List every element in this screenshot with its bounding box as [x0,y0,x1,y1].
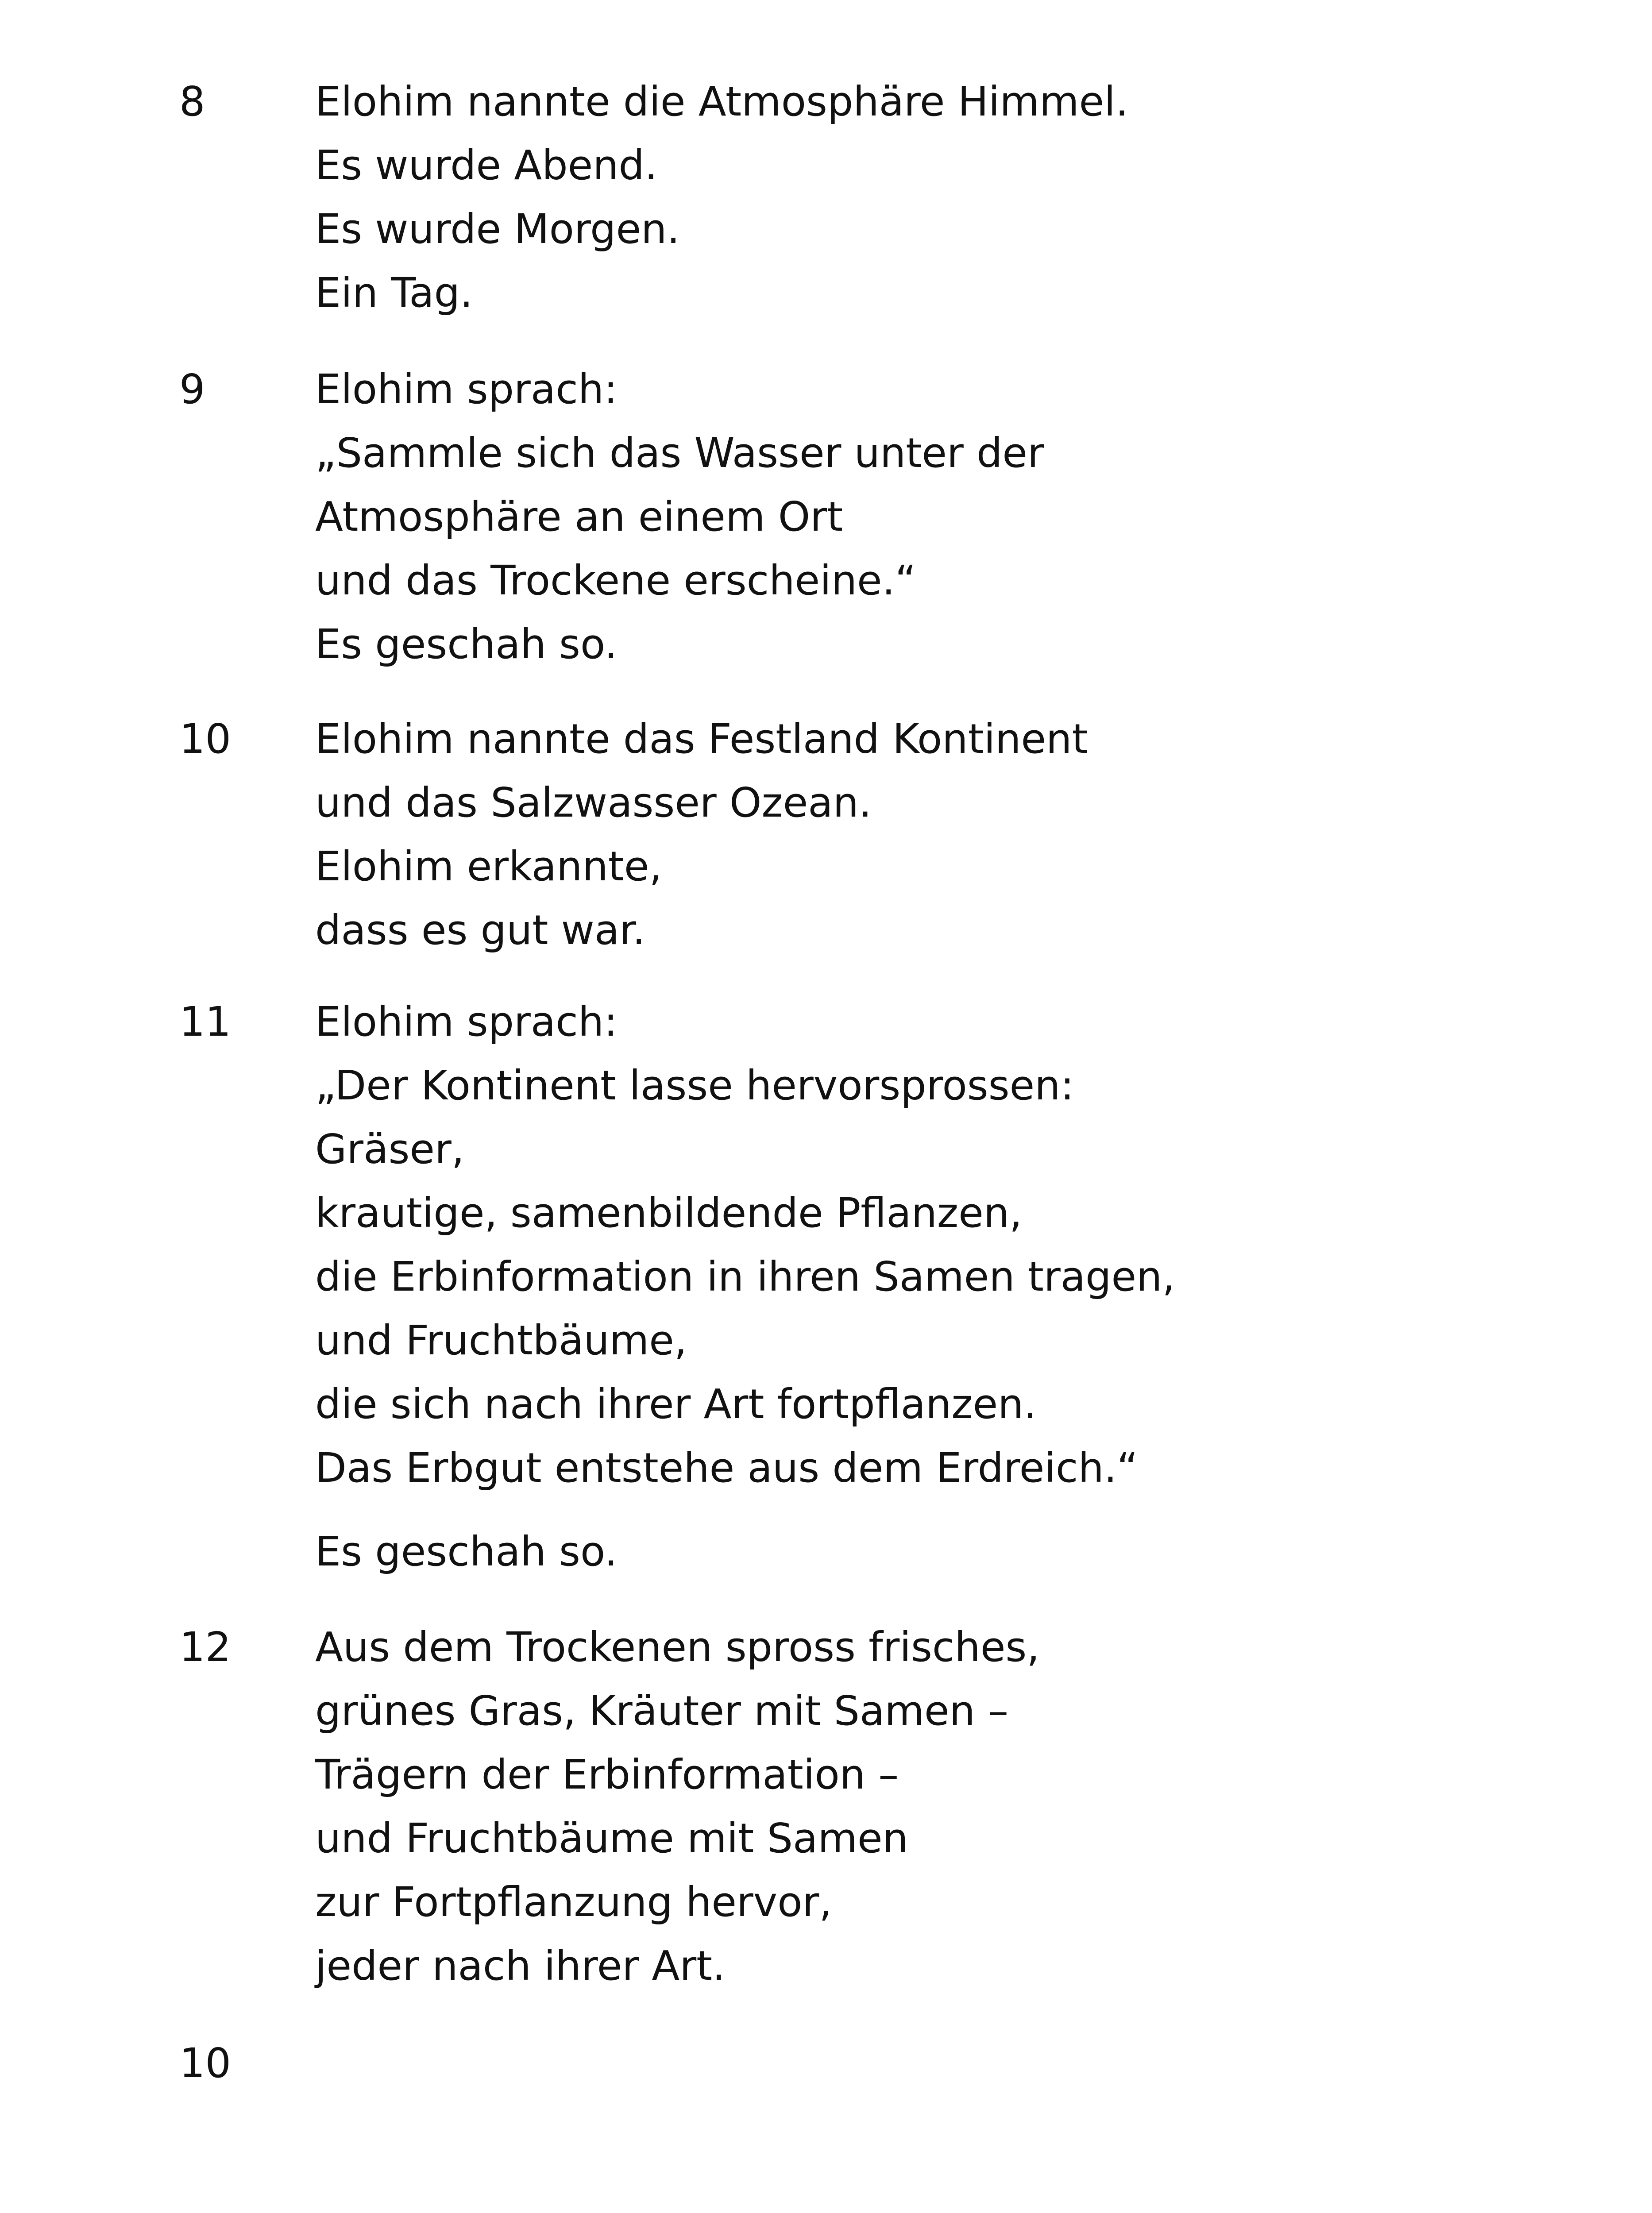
verse-text [315,990,1175,1500]
verse-line: zur Fortpflanzung hervor, [315,1878,832,1926]
verse-line: Es wurde Morgen. [315,205,680,253]
verse-line: die Erbinformation in ihren Samen tragen, [315,1253,1175,1300]
verse-line: „Der Kontinent lasse hervorsprossen: [315,1062,1074,1109]
verse-line: Elohim nannte das Festland Kontinent [315,715,1088,763]
page-number: 10 [179,2040,232,2087]
verse-line: Elohim sprach: [315,366,618,413]
verse-line: Es wurde Abend. [315,142,658,189]
verse-number: 8 [179,78,205,125]
verse-line: Aus dem Trockenen spross frisches, [315,1623,1040,1671]
verse-line: Es geschah so. [315,1528,618,1575]
verse-text [315,707,1088,962]
verse-line: Das Erbgut entstehe aus dem Erdreich.“ [315,1444,1138,1492]
verse-line: die sich nach ihrer Art fortpflanzen. [315,1380,1037,1428]
verse-line: „Sammle sich das Wasser unter der [315,429,1044,477]
verse-line: und das Trockene erscheine.“ [315,557,916,604]
verse-line: Elohim erkannte, [315,843,662,890]
verse-number: 9 [179,366,205,413]
verse-line: Atmosphäre an einem Ort [315,493,843,540]
verse-line: krautige, samenbildende Pflanzen, [315,1189,1023,1237]
verse-number: 12 [179,1623,232,1671]
verse-text [315,70,1128,325]
verse-line: und Fruchtbäume mit Samen [315,1815,908,1862]
verse-line: jeder nach ihrer Art. [315,1942,726,1989]
verse-text [315,358,1044,676]
verse-line: Elohim sprach: [315,998,618,1045]
verse-line: Gräser, [315,1126,465,1173]
verse-line: und Fruchtbäume, [315,1317,687,1364]
verse-line: Trägern der Erbinformation – [315,1751,899,1798]
verse-text [315,1615,1040,1998]
verse-line: grünes Gras, Kräuter mit Samen – [315,1687,1009,1735]
verse-number: 10 [179,715,232,763]
verse-line: Elohim nannte die Atmosphäre Himmel. [315,78,1129,125]
verse-line: Ein Tag. [315,269,473,316]
verse-line: Es geschah so. [315,621,618,668]
verse-text [315,1520,618,1584]
verse-line: dass es gut war. [315,906,645,954]
verse-number: 11 [179,998,232,1045]
verse-line: und das Salzwasser Ozean. [315,779,872,826]
